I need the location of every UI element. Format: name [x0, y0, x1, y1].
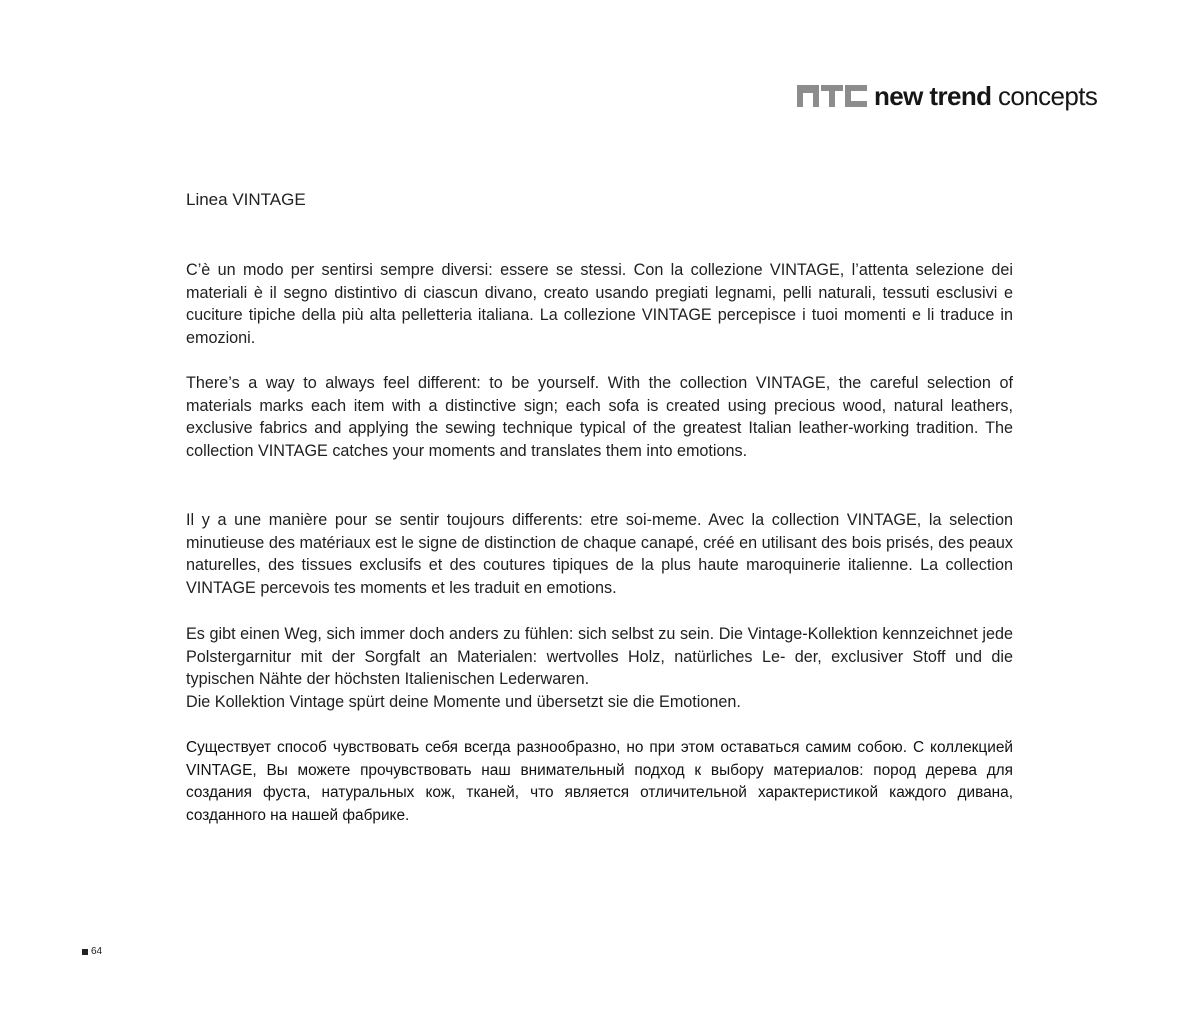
paragraph-german	[186, 623, 1013, 713]
brand-name	[874, 83, 1097, 109]
page-title: Linea VINTAGE	[186, 190, 306, 209]
brand-name-bold: new trend	[874, 81, 992, 111]
ntc-monogram-icon	[797, 85, 867, 107]
paragraph-line: к выбору материалов: пород дерева для создания фуста, натуральных кож, тканей, что	[186, 761, 1013, 802]
paragraph-line: собою. С коллекцией VINTAGE, Вы можете прочувствовать наш внимательный подход	[186, 739, 1013, 779]
paragraph-line: There’s a way to always feel different: to be yourself. With the collection VINTAGE, the careful	[186, 374, 919, 392]
page-number	[82, 946, 102, 957]
paragraph-line: selection of materials marks each item with a distinctive sign; each sofa is created using precious	[186, 374, 1013, 415]
paragraph-italian	[186, 259, 1013, 349]
paragraph-line: Es gibt einen Weg, sich immer doch anders zu fühlen: sich selbst zu sein. Die Vintage-Kollektion	[186, 625, 878, 643]
paragraph-line: them into emotions.	[605, 441, 748, 460]
paragraph-line: percepisce i tuoi momenti e li traduce in emozioni.	[186, 306, 1014, 347]
paragraph-russian	[186, 737, 1013, 827]
paragraph-line: Il y a une manière pour se sentir toujours differents: etre soi-meme. Avec la collection VINTAGE, la	[186, 511, 942, 529]
paragraph-line: Существует способ чувствовать себя всегда разнообразно, но при этом оставаться самим	[186, 739, 852, 756]
paragraph-french	[186, 509, 1013, 599]
paragraph-line: Italian leather-working tradition. The collection VINTAGE catches your moments and translates	[186, 419, 1013, 460]
paragraph-line: kennzeichnet jede Polstergarnitur mit der Sorgfalt an Materialen: wertvolles Holz, natürliches Le-	[186, 625, 1013, 666]
paragraph-line: des bois prisés, des peaux naturelles, des tissues exclusifs et des coutures tipiques de la plus haute	[186, 533, 1014, 575]
paragraph-line: Die Kollektion Vintage spürt deine Momente und übersetzt sie die Emotionen.	[186, 692, 741, 711]
paragraph-english	[186, 372, 1013, 462]
paragraph-line: selezione dei materiali è il segno distintivo di ciascun divano, creato usando pregiati legnami, pelli	[186, 261, 1014, 302]
paragraph-line: является отличительной характеристикой каждого дивана, созданного на нашей фабрике.	[186, 784, 1014, 824]
square-bullet-icon	[82, 949, 88, 955]
brand-logo	[797, 80, 1097, 112]
paragraph-line: der, exclusiver Stoff und die typischen Nähte der höchsten Italienischen Lederwaren.	[186, 647, 1013, 689]
page-number-text: 64	[91, 946, 103, 957]
paragraph-line: C’è un modo per sentirsi sempre diversi: essere se stessi. Con la collezione VINTAGE, l’attenta	[186, 261, 909, 279]
paragraph-line: naturali, tessuti esclusivi e cuciture tipiche della più alta pelletteria italiana. La collezione VINTAGE	[186, 283, 1013, 325]
brand-name-light: concepts	[998, 81, 1098, 111]
paragraph-line: selection minutieuse des matériaux est le signe de distinction de chaque canapé, créé en utilisant	[186, 511, 1013, 552]
paragraph-line: wood, natural leathers, exclusive fabrics and applying the sewing technique typical of the greatest	[186, 396, 1013, 438]
paragraph-line: maroquinerie italienne. La collection VINTAGE percevois tes moments et les traduit en emotions.	[186, 556, 1013, 597]
